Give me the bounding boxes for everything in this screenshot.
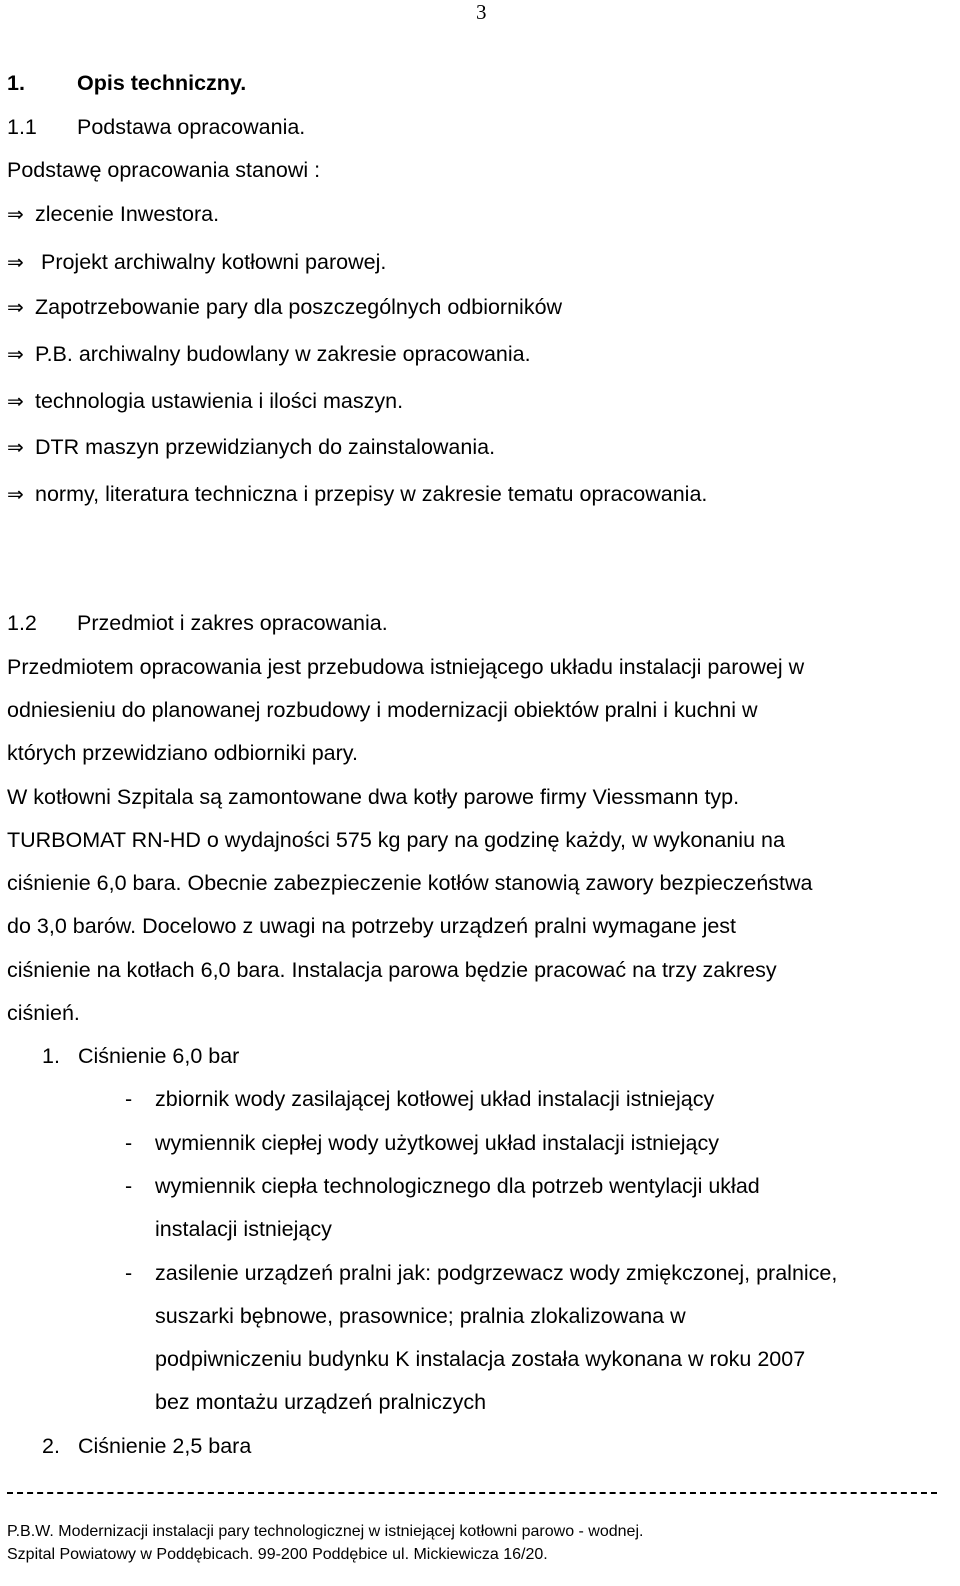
paragraph-line: W kotłowni Szpitala są zamontowane dwa kotły parowe firmy Viessmann typ. (7, 785, 740, 809)
paragraph-line: do 3,0 barów. Docelowo z uwagi na potrzeby urządzeń pralni wymagane jest (7, 914, 737, 938)
basis-item (7, 341, 531, 367)
basis-item-text: DTR maszyn przewidzianych do zainstalowania. (35, 435, 496, 459)
basis-intro: Podstawę opracowania stanowi : (7, 158, 321, 182)
page-number: 3 (476, 0, 487, 24)
section-number: 1.1 (7, 115, 37, 139)
dash-icon: - (125, 1087, 133, 1111)
rightwards-double-arrow-icon: ⇒ (7, 250, 24, 274)
basis-item (7, 249, 386, 275)
basis-item-text: normy, literatura techniczna i przepisy w zakresie tematu opracowania. (35, 482, 708, 506)
rightwards-double-arrow-icon: ⇒ (7, 342, 24, 366)
section-1-heading (7, 70, 246, 96)
rightwards-double-arrow-icon: ⇒ (7, 295, 24, 319)
section-title: Przedmiot i zakres opracowania. (77, 611, 388, 635)
paragraph-line: ciśnienie na kotłach 6,0 bara. Instalacja parowa będzie pracować na trzy zakresy (7, 958, 777, 982)
pressure-list-item (42, 1433, 251, 1459)
list-number: 2. (42, 1434, 60, 1458)
basis-item (7, 388, 403, 414)
dash-item-text: bez montażu urządzeń pralniczych (155, 1390, 487, 1414)
dash-item-text: zasilenie urządzeń pralni jak: podgrzewacz wody zmiękczonej, pralnice, (155, 1261, 838, 1285)
basis-item-text: technologia ustawienia i ilości maszyn. (35, 389, 404, 413)
basis-item (7, 201, 219, 227)
basis-item (7, 481, 707, 507)
rightwards-double-arrow-icon: ⇒ (7, 389, 24, 413)
paragraph-line: TURBOMAT RN-HD o wydajności 575 kg pary na godzinę każdy, w wykonaniu na (7, 828, 785, 852)
basis-item-text: zlecenie Inwestora. (35, 202, 220, 226)
paragraph-line: ciśnienie 6,0 bara. Obecnie zabezpieczenie kotłów stanowią zawory bezpieczeństwa (7, 871, 813, 895)
list-number: 1. (42, 1044, 60, 1068)
paragraph-line: Przedmiotem opracowania jest przebudowa istniejącego układu instalacji parowej w (7, 655, 805, 679)
section-1-1-heading (7, 114, 305, 140)
basis-item-text: Zapotrzebowanie pary dla poszczególnych odbiorników (35, 295, 563, 319)
dash-item-text: suszarki bębnowe, prasownice; pralnia zlokalizowana w (155, 1304, 686, 1328)
dash-item-text: instalacji istniejący (155, 1217, 332, 1241)
paragraph-line: których przewidziano odbiorniki pary. (7, 741, 358, 765)
rightwards-double-arrow-icon: ⇒ (7, 482, 24, 506)
footer-line: P.B.W. Modernizacji instalacji pary technologicznej w istniejącej kotłowni parowo - wodnej. (7, 1523, 644, 1540)
basis-item-text: Projekt archiwalny kotłowni parowej. (35, 250, 387, 274)
dash-item-text: zbiornik wody zasilającej kotłowej układ instalacji istniejący (155, 1087, 715, 1111)
list-label: Ciśnienie 6,0 bar (78, 1044, 240, 1068)
list-label: Ciśnienie 2,5 bara (78, 1434, 252, 1458)
footer-divider (7, 1492, 937, 1494)
dash-icon: - (125, 1131, 133, 1155)
footer-line: Szpital Powiatowy w Poddębicach. 99-200 Poddębice ul. Mickiewicza 16/20. (7, 1546, 548, 1563)
dash-item-text: wymiennik ciepła technologicznego dla potrzeb wentylacji układ (155, 1174, 760, 1198)
paragraph-line: odniesieniu do planowanej rozbudowy i modernizacji obiektów pralni i kuchni w (7, 698, 758, 722)
dash-icon: - (125, 1261, 133, 1285)
section-number: 1. (7, 71, 25, 95)
section-title: Opis techniczny. (77, 71, 247, 95)
section-title: Podstawa opracowania. (77, 115, 306, 139)
pressure-list-item (42, 1043, 239, 1069)
basis-item (7, 294, 562, 320)
basis-item-text: P.B. archiwalny budowlany w zakresie opracowania. (35, 342, 531, 366)
dash-item-text: podpiwniczeniu budynku K instalacja została wykonana w roku 2007 (155, 1347, 806, 1371)
rightwards-double-arrow-icon: ⇒ (7, 435, 24, 459)
section-number: 1.2 (7, 611, 37, 635)
dash-icon: - (125, 1174, 133, 1198)
section-1-2-heading (7, 610, 388, 636)
rightwards-double-arrow-icon: ⇒ (7, 202, 24, 226)
basis-item (7, 434, 495, 460)
paragraph-line: ciśnień. (7, 1001, 80, 1025)
dash-item-text: wymiennik ciepłej wody użytkowej układ instalacji istniejący (155, 1131, 720, 1155)
